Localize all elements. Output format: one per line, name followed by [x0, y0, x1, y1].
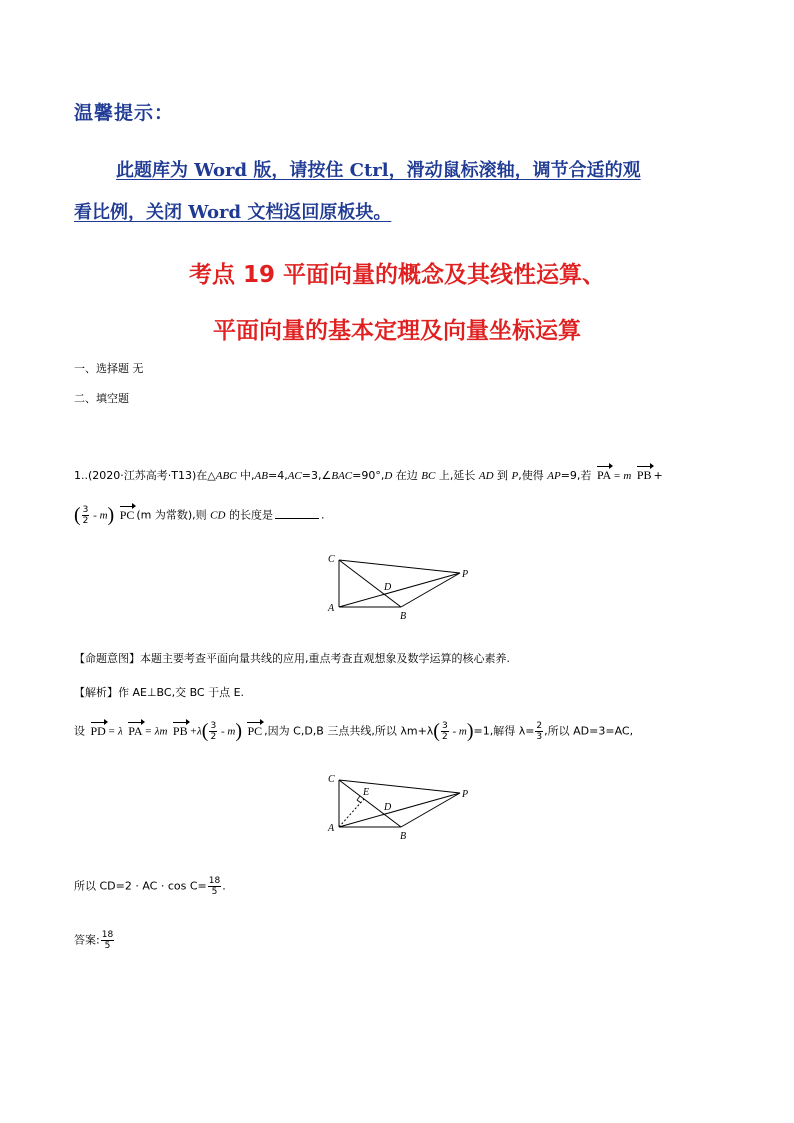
vector-pb: PB: [636, 468, 652, 482]
label-c: C: [328, 554, 335, 565]
analysis-line: 【解析】作 AE⊥BC,交 BC 于点 E.: [74, 686, 245, 699]
intent-text: 【命题意图】本题主要考查平面向量共线的应用,重点考查直观想象及数学运算的核心素养.: [74, 652, 510, 665]
label-b: B: [400, 611, 407, 622]
fraction-three-halves: $\frac{3}{2}$: [82, 505, 89, 526]
answer-blank: [275, 518, 319, 519]
label-e-2: E: [363, 787, 370, 798]
label-d: D: [384, 582, 392, 593]
problem-line-2: ( $\frac{3}{2}$ - m) PC (m 为常数),则 CD 的长度是 .: [74, 504, 325, 526]
label-d-2: D: [384, 802, 392, 813]
section-fill: 二、填空题: [74, 392, 129, 405]
vector-pc: PC: [119, 507, 135, 522]
tip-line-1: 此题库为 Word 版，请按住 Ctrl，滑动鼠标滚轴，调节合适的观: [116, 160, 641, 181]
derivation-line: 设 PD = λ PA = λm PB +λ( $\frac{3}{2}$ - m) PC ,因为 C,D,B 三点共线,所以 λm+λ( $\frac{3}{2}$ - m)=1,解得 λ= $\frac{2}{3}$ ,所以 AD=3=AC,: [74, 720, 634, 742]
heading-line-1: 考点 19 平面向量的概念及其线性运算、: [188, 262, 606, 288]
problem-line-1: 1..(2020·江苏高考·T13)在△ABC 中,AB=4,AC=3,∠BAC=90°,D 在边 BC 上,延长 AD 到 P,使得 AP=9,若 PA = m PB +: [74, 468, 663, 482]
heading-line-2: 平面向量的基本定理及向量坐标运算: [213, 318, 581, 344]
label-p-2: P: [462, 789, 469, 800]
triangle-figure-2: [320, 770, 480, 842]
label-c-2: C: [328, 774, 335, 785]
label-b-2: B: [400, 831, 407, 842]
vector-pc-2: PC: [247, 723, 263, 738]
fraction-lambda: $\frac{2}{3}$: [536, 721, 543, 742]
answer-line: 答案: $\frac{18}{5}$: [74, 930, 114, 951]
label-p: P: [462, 569, 469, 580]
triangle-figure-1: [320, 550, 480, 622]
tip-title: 温馨提示：: [74, 102, 175, 124]
vector-pb-2: PB: [172, 723, 188, 738]
tip-line-2: 看比例，关闭 Word 文档返回原板块。: [74, 202, 392, 223]
label-a: A: [328, 603, 335, 614]
vector-pa-2: PA: [128, 723, 143, 738]
vector-pa: PA: [596, 468, 612, 482]
conclusion-line: 所以 CD=2 · AC · cos C= $\frac{18}{5}$ .: [74, 876, 226, 897]
section-choice: 一、选择题 无: [74, 362, 144, 375]
vector-pd: PD: [90, 723, 106, 738]
label-a-2: A: [328, 823, 335, 834]
